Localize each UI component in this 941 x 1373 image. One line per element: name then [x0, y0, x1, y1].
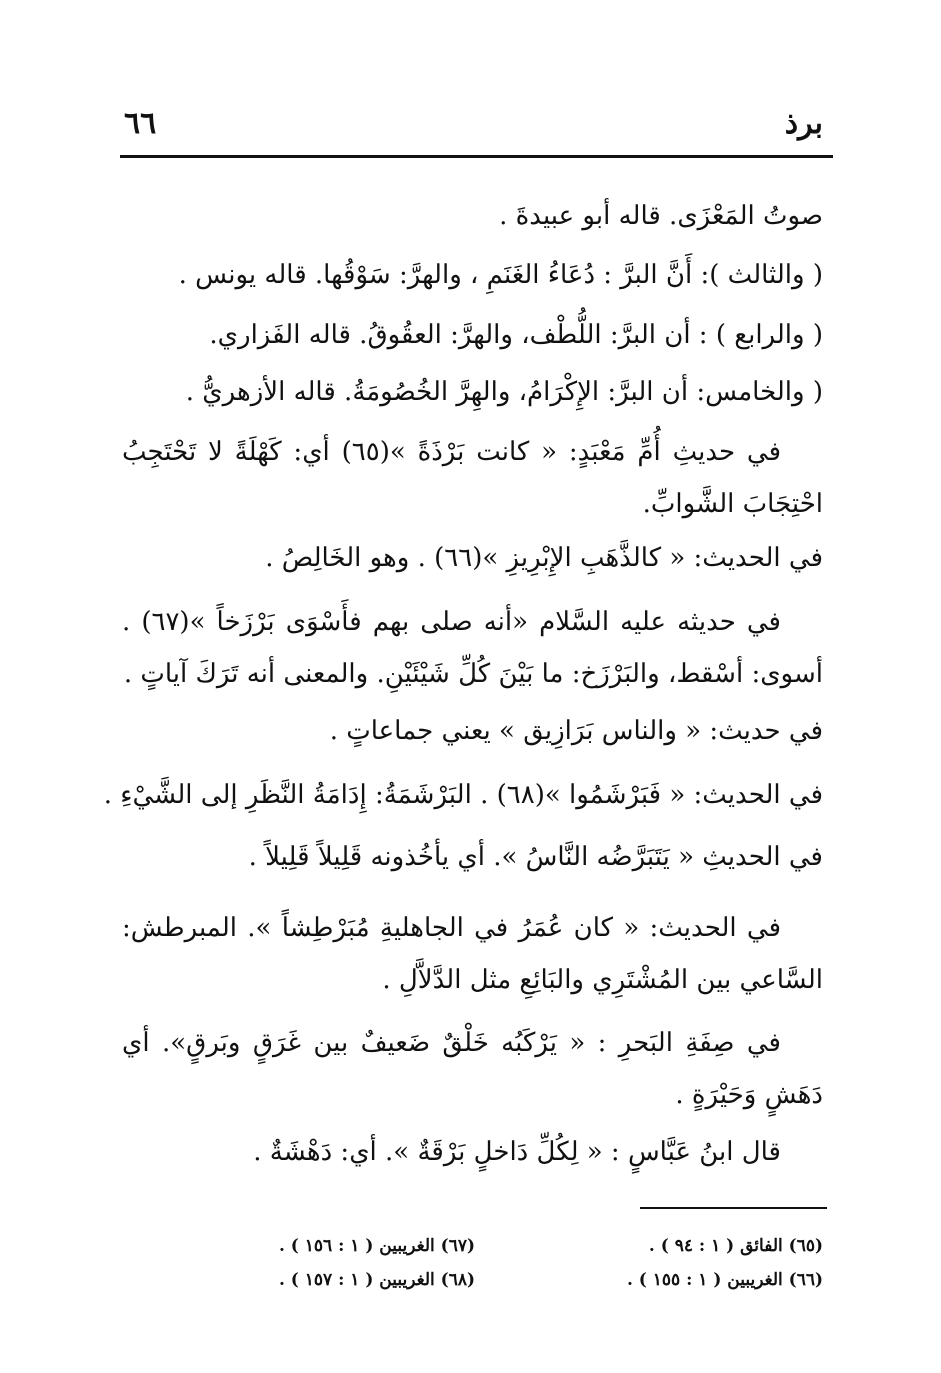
paragraph-10: في الحديثِ « يَتَبَرَّضُه النَّاسُ ». أي يأخُذونه قَلِيلاً قَلِيلاً .: [248, 842, 823, 872]
header-divider: [120, 155, 833, 158]
paragraph-8: في حديث: « والناس بَرَازِيق » يعني جماعاتٍ .: [329, 716, 823, 746]
paragraph-1: صوتُ المَعْزَى. قاله أبو عبيدةَ .: [499, 201, 823, 231]
paragraph-4: ( والخامس: أن البرَّ: الإِكْرَامُ، والهِرَّ الخُصُومَةُ. قاله الأزهريُّ .: [185, 377, 823, 407]
running-head-entry: برذ: [784, 106, 823, 141]
paragraph-11: في الحديث: « كان عُمَرُ في الجاهليةِ مُبَرْطِشاً ». المبرطش: السَّاعي بين المُشْتَرِي والبَائِعِ مثل الدَّلاَّلِ .: [122, 913, 823, 995]
footnote-65: (٦٥) الفائق ( ١ : ٩٤ ) .: [648, 1236, 823, 1256]
paragraph-7: في حديثه عليه السَّلام «أنه صلى بهم فأَسْوَى بَرْزَخاً »(٦٧) . أسوى: أسْقط، والبَرْزَخ: ما بَيْنَ كُلِّ شَيْئَيْنِ. والمعنى أنه تَرَكَ آياتٍ .: [122, 607, 823, 689]
footnote-66: (٦٦) الغريبين ( ١ : ١٥٥ ) .: [626, 1270, 823, 1290]
page-number: ٦٦: [124, 106, 157, 141]
paragraph-2: ( والثالث ): أَنَّ البرَّ : دُعَاءُ الغَنَمِ ، والهرَّ: سَوْقُها. قاله يونس .: [178, 260, 823, 290]
paragraph-12: في صِفَةِ البَحرِ : « يَرْكَبُه خَلْقٌ ضَعيفٌ بين غَرَقٍ وبَرقٍ». أي دَهَشٍ وَحَيْرَةٍ .: [122, 1028, 823, 1110]
paragraph-9: في الحديث: « فَبَرْشَمُوا »(٦٨) . البَرْشَمَةُ: إِدَامَةُ النَّظَرِ إلى الشَّيْءِ .: [103, 780, 823, 810]
paragraph-3: ( والرابع ) : أن البرَّ: اللُّطْف، والهرَّ: العقُوقُ. قاله الفَزاري.: [209, 320, 823, 350]
footnote-67: (٦٧) الغريبين ( ١ : ١٥٦ ) .: [278, 1236, 475, 1256]
paragraph-13: قال ابنُ عَبَّاسٍ : « لِكُلِّ دَاخلٍ بَرْقَةٌ ». أي: دَهْشَةٌ .: [253, 1137, 781, 1167]
paragraph-6: في الحديث: « كالذَّهَبِ الإِبْرِيزِ »(٦٦) . وهو الخَالِصُ .: [265, 543, 823, 573]
footnote-68: (٦٨) الغريبين ( ١ : ١٥٧ ) .: [278, 1270, 475, 1290]
paragraph-5: في حديثِ أُمِّ مَعْبَدٍ: « كانت بَرْذَةً »(٦٥) أي: كَهْلَةً لا تَحْتَجِبُ احْتِجَابَ الشَّوابِّ.: [122, 437, 823, 519]
footnote-divider: [640, 1207, 827, 1209]
